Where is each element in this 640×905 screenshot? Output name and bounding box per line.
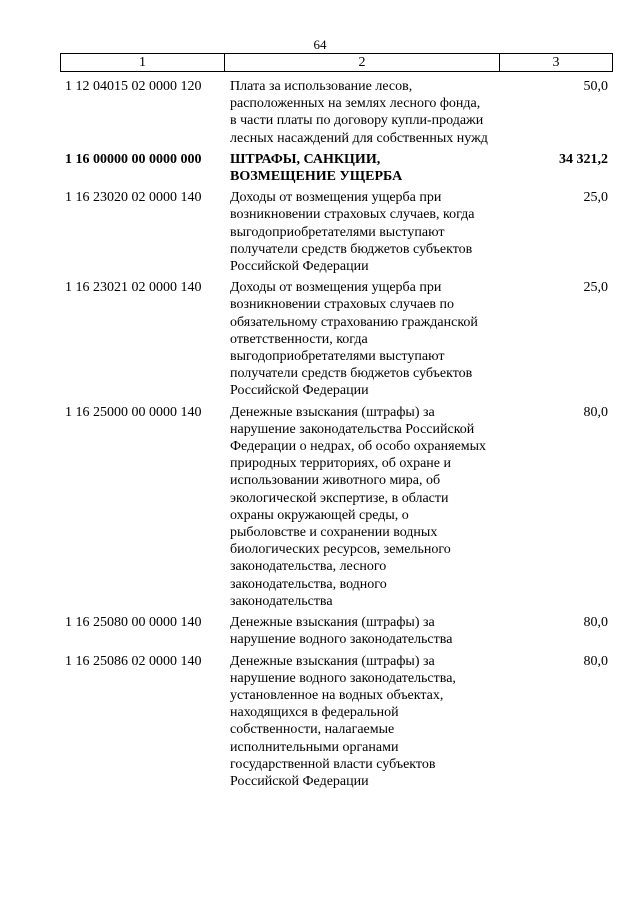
row-code: 1 16 25000 00 0000 140 <box>65 404 202 420</box>
table-row <box>60 189 613 275</box>
table-row <box>60 279 613 399</box>
row-code: 1 16 23021 02 0000 140 <box>65 280 202 296</box>
row-name: Доходы от возмещения ущерба при возникновении страховых случаев по обязательному страхованию гражданской ответственности, когда выгодоприобретателями выступают получатели средств бюджетов субъектов Российской Федерации <box>230 280 478 399</box>
row-code: 1 16 25080 00 0000 140 <box>65 615 202 631</box>
header-col-3: 3 <box>552 55 560 70</box>
row-name: Денежные взыскания (штрафы) за нарушение законодательства Российской Федерации о недрах, об особо охраняемых природных территориях, об охране и использовании животного мира, об экологической экспертизе, в области охраны окружающей среды, о рыболовстве и сохранении водных биологических ресурсов, земельного законодательства, лесного законодательства, водного законодательства <box>230 404 487 609</box>
row-code: 1 16 25086 02 0000 140 <box>65 653 202 669</box>
row-amount: 80,0 <box>583 615 608 631</box>
row-name: Денежные взыскания (штрафы) за нарушение водного законодательства, установленное на водных объектах, находящихся в федеральной собственности, налагаемые исполнительными органами государственной власти субъектов Российской Федерации <box>230 653 456 789</box>
row-amount: 50,0 <box>583 79 608 94</box>
row-amount: 25,0 <box>583 280 608 296</box>
table-row <box>60 653 613 791</box>
row-name: Плата за использование лесов, расположенных на землях лесного фонда, в части платы по договору купли-продажи лесных насаждений для собственных нужд <box>230 79 488 146</box>
table-row <box>60 614 613 648</box>
row-name: ШТРАФЫ, САНКЦИИ, ВОЗМЕЩЕНИЕ УЩЕРБА <box>230 151 403 185</box>
row-amount: 80,0 <box>583 404 608 420</box>
page-number: 64 <box>313 37 327 52</box>
table-body <box>60 78 613 794</box>
row-code: 1 16 00000 00 0000 000 <box>65 151 202 167</box>
header-col-1: 1 <box>61 54 225 71</box>
table-header <box>60 53 613 72</box>
row-amount: 80,0 <box>583 653 608 669</box>
table-row <box>60 151 613 185</box>
row-code: 1 12 04015 02 0000 120 <box>65 79 202 94</box>
row-code: 1 16 23020 02 0000 140 <box>65 190 202 206</box>
table-row <box>60 404 613 610</box>
header-col-2: 2 <box>225 54 500 71</box>
row-name: Доходы от возмещения ущерба при возникновении страховых случаев, когда выгодоприобретателями выступают получатели средств бюджетов субъектов Российской Федерации <box>230 190 475 275</box>
row-name: Денежные взыскания (штрафы) за нарушение водного законодательства <box>230 615 453 648</box>
table-row <box>60 78 613 147</box>
row-amount: 34 321,2 <box>559 151 608 167</box>
row-amount: 25,0 <box>583 190 608 206</box>
